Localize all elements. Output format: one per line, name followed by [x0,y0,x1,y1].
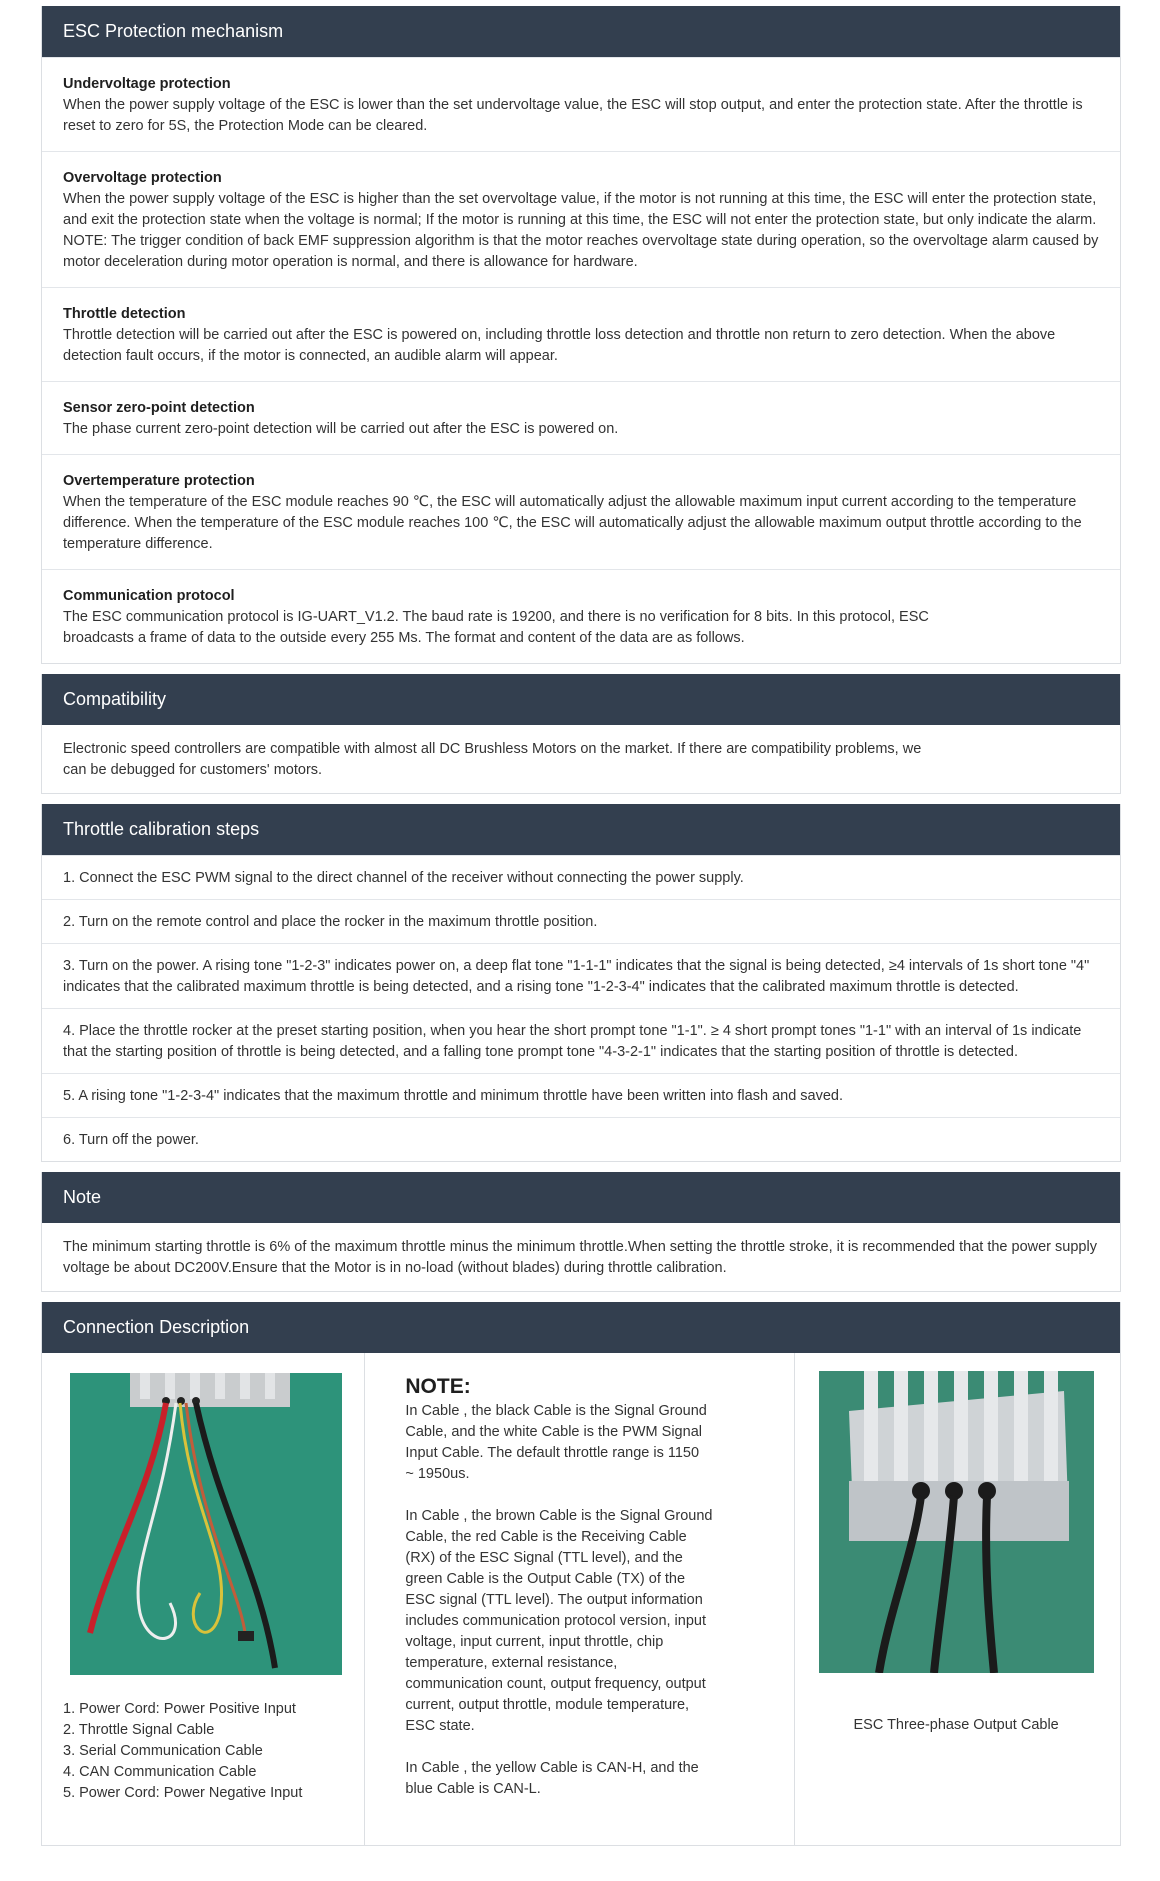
legend-item: 4. CAN Communication Cable [63,1764,257,1780]
esc-wiring-photo [70,1373,342,1675]
calibration-step: 3. Turn on the power. A rising tone "1-2-3" indicates power on, a deep flat tone "1-1-1" indicates that the signal is being detected, ≥4 intervals of 1s short tone "4" indicates that the calibrated maximum throttle is being detected, and a rising tone "1-2-3-4" indicates that the calibrated maximum throttle is detected. [42,943,1120,1008]
item-text: The phase current zero-point detection will be carried out after the ESC is powered on. [63,421,619,437]
item-title: Overvoltage protection [63,170,222,186]
item-title: Sensor zero-point detection [63,400,255,416]
protection-section [41,6,1121,664]
esc-output-photo [819,1371,1094,1673]
item-text: When the temperature of the ESC module reaches 90 ℃, the ESC will automatically adjust the allowable maximum input current according to the temperature difference. When the temperature of the ESC module reaches 100 ℃, the ESC will automatically adjust the allowable maximum output throttle according to the temperature difference. [63,494,1082,552]
calibration-header: Throttle calibration steps [42,804,1120,855]
protection-item [42,381,1120,454]
esc-output-illustration [819,1371,1094,1673]
legend-item: 2. Throttle Signal Cable [63,1722,215,1738]
note-section [41,1172,1121,1292]
compatibility-section [41,674,1121,794]
item-title: Undervoltage protection [63,76,231,92]
item-text: When the power supply voltage of the ESC is lower than the set undervoltage value, the ESC will stop output, and enter the protection state. After the throttle is reset to zero for 5S, the Protection Mode can be cleared. [63,97,1083,134]
calibration-section [41,804,1121,1162]
calibration-step: 5. A rising tone "1-2-3-4" indicates that the maximum throttle and minimum throttle have been written into flash and saved. [42,1073,1120,1117]
connection-note-column [365,1353,794,1845]
connection-note-title: NOTE: [405,1375,471,1398]
connection-section [41,1302,1121,1846]
item-title: Overtemperature protection [63,473,255,489]
output-cable-caption: ESC Three-phase Output Cable [853,1717,1059,1733]
protection-item [42,57,1120,151]
legend-item: 3. Serial Communication Cable [63,1743,263,1759]
item-title: Throttle detection [63,306,186,322]
connection-right-column [795,1353,1120,1845]
calibration-step: 2. Turn on the remote control and place the rocker in the maximum throttle position. [42,899,1120,943]
connection-note-paragraph: In Cable , the black Cable is the Signal Ground Cable, and the white Cable is the PWM Signal Input Cable. The default throttle range is 1150 ~ 1950us. [405,1403,707,1482]
calibration-step: 4. Place the throttle rocker at the preset starting position, when you hear the short prompt tone "1-1". ≥ 4 short prompt tones "1-1" with an interval of 1s indicate that the starting position of throttle is being detected, and a falling tone prompt tone "4-3-2-1" indicates that the starting position of throttle is detected. [42,1008,1120,1073]
item-text: Throttle detection will be carried out after the ESC is powered on, including throttle loss detection and throttle non return to zero detection. When the above detection fault occurs, if the motor is connected, an audible alarm will appear. [63,327,1056,364]
connection-legend [63,1699,364,1804]
item-text: The ESC communication protocol is IG-UART_V1.2. The baud rate is 19200, and there is no verification for 8 bits. In this protocol, ESC broadcasts a frame of data to the outside every 255 Ms. The format and content of the data are as follows. [63,609,929,646]
connection-left-column [42,1353,365,1845]
protection-header: ESC Protection mechanism [42,6,1120,57]
compatibility-text: Electronic speed controllers are compatible with almost all DC Brushless Motors on the market. If there are compatibility problems, we can be debugged for customers' motors. [63,741,922,778]
connection-note-paragraph: In Cable , the yellow Cable is CAN-H, and the blue Cable is CAN-L. [405,1760,699,1797]
connection-header: Connection Description [42,1302,1120,1353]
connection-columns [42,1353,1120,1845]
esc-wiring-illustration [70,1373,342,1675]
legend-item: 1. Power Cord: Power Positive Input [63,1701,296,1717]
legend-item: 5. Power Cord: Power Negative Input [63,1785,303,1801]
calibration-step: 6. Turn off the power. [42,1117,1120,1161]
compatibility-header: Compatibility [42,674,1120,725]
item-text: When the power supply voltage of the ESC is higher than the set overvoltage value, if the motor is not running at this time, the ESC will enter the protection state, and exit the protection state when the voltage is normal; If the motor is running at this time, the ESC will not enter the protection state, but only indicate the alarm. NOTE: The trigger condition of back EMF suppression algorithm is that the motor reaches overvoltage state during operation, so the overvoltage alarm caused by motor deceleration during motor operation is normal, and there is allowance for hardware. [63,191,1099,270]
item-title: Communication protocol [63,588,235,604]
note-text: The minimum starting throttle is 6% of the maximum throttle minus the minimum throttle.When setting the throttle stroke, it is recommended that the power supply voltage be about DC200V.Ensure that the Motor is in no-load (without blades) during throttle calibration. [63,1239,1097,1276]
protection-item [42,151,1120,287]
connection-note-paragraph: In Cable , the brown Cable is the Signal Ground Cable, the red Cable is the Receiving Cable (RX) of the ESC Signal (TTL level), and the green Cable is the Output Cable (TX) of the ESC signal (TTL level). The output information includes communication protocol version, input voltage, input current, input throttle, chip temperature, external resistance, communication count, output frequency, output current, output throttle, module temperature, ESC state. [405,1508,713,1734]
note-header: Note [42,1172,1120,1223]
protection-item [42,287,1120,381]
calibration-step: 1. Connect the ESC PWM signal to the direct channel of the receiver without connecting the power supply. [42,855,1120,899]
protection-item [42,454,1120,569]
protection-item [42,569,1120,663]
